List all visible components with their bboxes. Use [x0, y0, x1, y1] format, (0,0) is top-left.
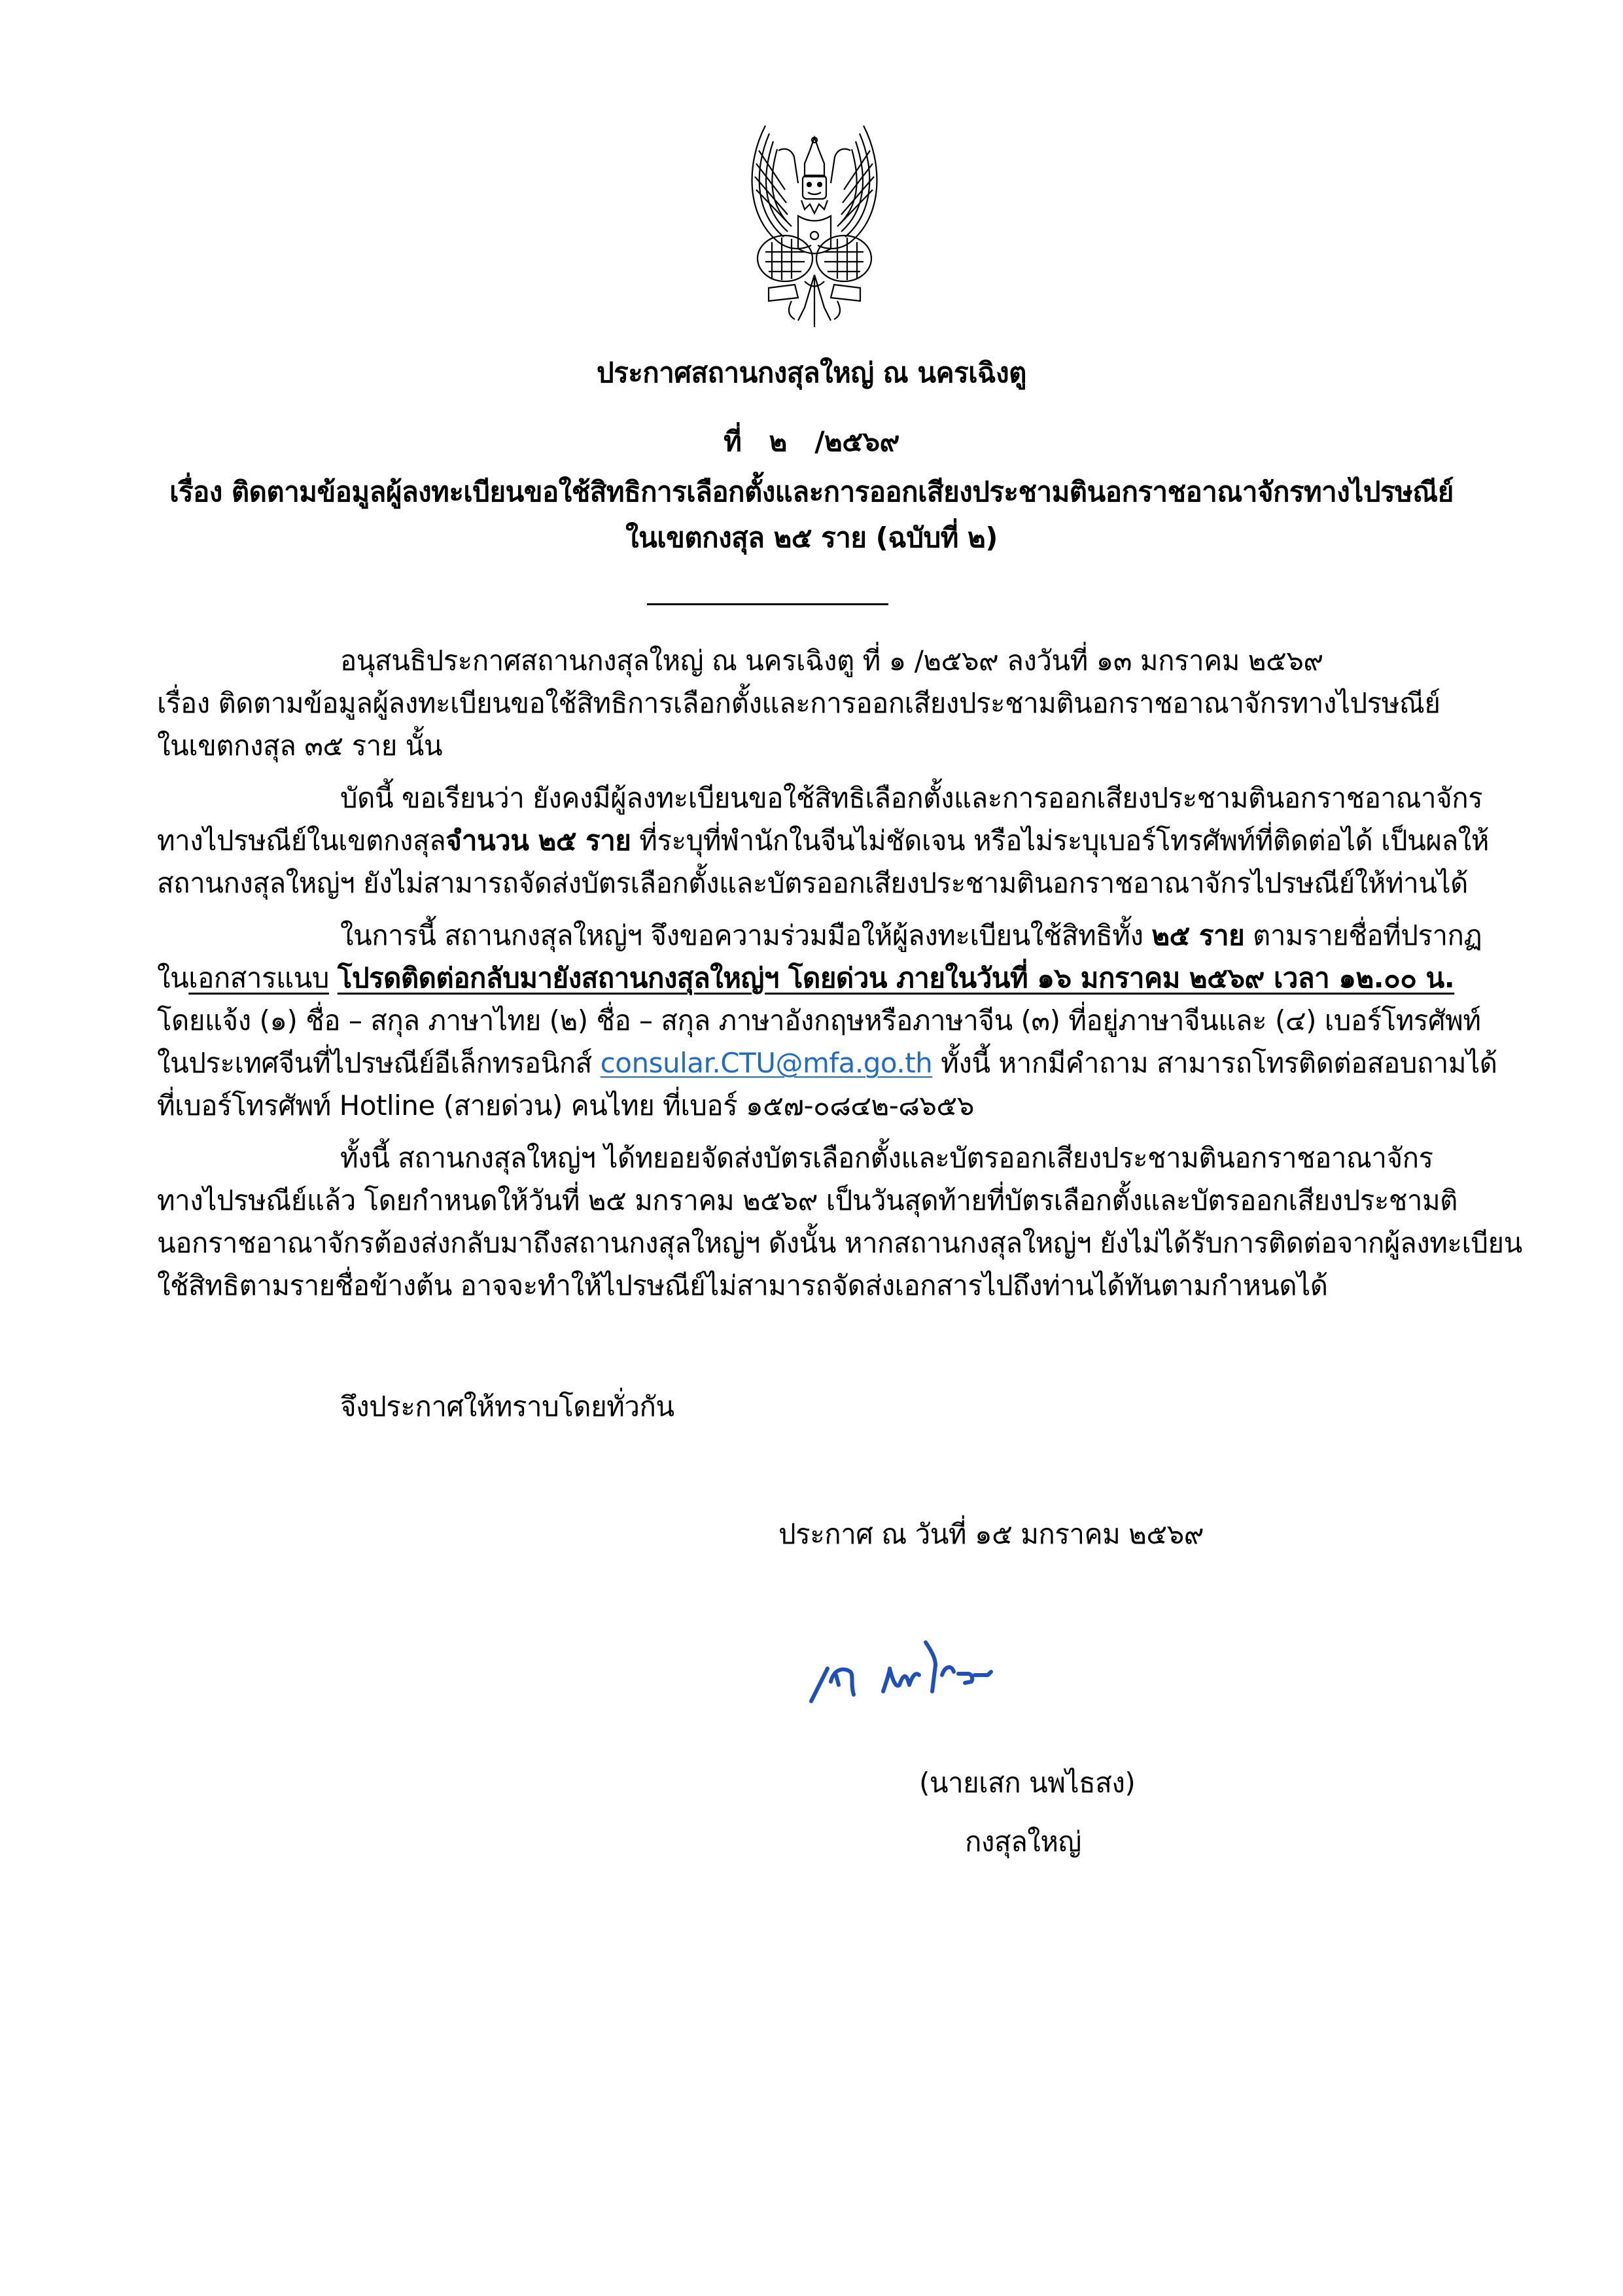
announcement-number	[0, 422, 1623, 461]
para2-line1: บัดนี้ ขอเรียนว่า ยังคงมีผู้ลงทะเบียนขอใช้สิทธิเลือกตั้งและการออกเสียงประชามตินอกราชอาณาจักร	[340, 782, 1483, 814]
signer-title: กงสุลใหญ่	[965, 1826, 1081, 1858]
para3-line4-text-b: ทั้งนี้ หากมีคำถาม สามารถโทรติดต่อสอบถามได้	[932, 1047, 1497, 1079]
subject-line-1: เรื่อง ติดตามข้อมูลผู้ลงทะเบียนขอใช้สิทธิการเลือกตั้งและการออกเสียงประชามตินอกราชอาณาจักรทางไปรษณีย์	[169, 476, 1454, 508]
attachment-underlined: เอกสารแนบ	[188, 962, 329, 994]
spacer	[329, 962, 338, 994]
para2-line3: สถานกงสุลใหญ่ฯ ยังไม่สามารถจัดส่งบัตรเลือกตั้งและบัตรออกเสียงประชามตินอกราชอาณาจักรไปรษณีย์ให้ท่านได้	[157, 867, 1468, 899]
announcement-title: ประกาศสถานกงสุลใหญ่ ณ นครเฉิงตู	[597, 357, 1026, 389]
para2-line2-text-a: ทางไปรษณีย์ในเขตกงสุล	[157, 824, 446, 857]
number-year: /๒๕๖๙	[814, 425, 899, 457]
para3-line1-text-a: ในการนี้ สถานกงสุลใหญ่ฯ จึงขอความร่วมมือให้ผู้ลงทะเบียนใช้สิทธิทั้ง	[340, 919, 1152, 951]
para3-line4-text-a: ในประเทศจีนที่ไปรษณีย์อีเล็กทรอนิกส์	[157, 1047, 601, 1079]
para1-line3: ในเขตกงสุล ๓๕ ราย นั้น	[157, 730, 443, 762]
para4-line4: ใช้สิทธิตามรายชื่อข้างต้น อาจจะทำให้ไปรษณีย์ไม่สามารถจัดส่งเอกสารไปถึงท่านได้ทันตามกำหนดได้	[157, 1269, 1328, 1301]
para1-line1: อนุสนธิประกาศสถานกงสุลใหญ่ ณ นครเฉิงตู ที่ ๑ /๒๕๖๙ ลงวันที่ ๑๓ มกราคม ๒๕๖๙	[340, 645, 1323, 677]
email-link[interactable]: consular.CTU@mfa.go.th	[600, 1047, 933, 1079]
closing-statement: จึงประกาศให้ทราบโดยทั่วกัน	[340, 1390, 674, 1422]
header-divider	[647, 603, 888, 605]
para2-line2-text-b: ที่ระบุที่พำนักในจีนไม่ชัดเจน หรือไม่ระบุเบอร์โทรศัพท์ที่ติดต่อได้ เป็นผลให้	[631, 824, 1489, 857]
number-prefix: ที่	[724, 425, 742, 457]
number-value: ๒	[769, 425, 787, 457]
subject-line-2: ในเขตกงสุล ๒๕ ราย (ฉบับที่ ๒)	[625, 521, 998, 554]
para3-line1	[340, 916, 1482, 955]
para2-count-bold: จำนวน ๒๕ ราย	[445, 824, 631, 857]
para4-line3: นอกราชอาณาจักรต้องส่งกลับมาถึงสถานกงสุลใหญ่ฯ ดังนั้น หากสถานกงสุลใหญ่ฯ ยังไม่ได้รับการติดต่อจากผู้ลงทะเบียน	[157, 1227, 1522, 1259]
announcement-date: ประกาศ ณ วันที่ ๑๕ มกราคม ๒๕๖๙	[778, 1518, 1204, 1550]
para3-line3: โดยแจ้ง (๑) ชื่อ – สกุล ภาษาไทย (๒) ชื่อ – สกุล ภาษาอังกฤษหรือภาษาจีน (๓) ที่อยู่ภาษาจีนและ (๔) เบอร์โทรศัพท์	[157, 1004, 1481, 1036]
handwritten-signature-icon	[792, 1623, 1001, 1721]
garuda-emblem-icon	[707, 111, 922, 337]
para4-line2: ทางไปรษณีย์แล้ว โดยกำหนดให้วันที่ ๒๕ มกราคม ๒๕๖๙ เป็นวันสุดท้ายที่บัตรเลือกตั้งและบัตรออกเสียงประชามติ	[157, 1184, 1457, 1216]
para1-line2: เรื่อง ติดตามข้อมูลผู้ลงทะเบียนขอใช้สิทธิการเลือกตั้งและการออกเสียงประชามตินอกราชอาณาจักรทางไปรษณีย์	[157, 687, 1440, 719]
urgent-contact-deadline: โปรดติดต่อกลับมายังสถานกงสุลใหญ่ฯ โดยด่วน ภายในวันที่ ๑๖ มกราคม ๒๕๖๙ เวลา ๑๒.๐๐ น.	[337, 962, 1455, 994]
para4-line1: ทั้งนี้ สถานกงสุลใหญ่ฯ ได้ทยอยจัดส่งบัตรเลือกตั้งและบัตรออกเสียงประชามตินอกราชอาณาจักร	[340, 1142, 1433, 1174]
signer-name: (นายเสก นพไธสง)	[919, 1767, 1136, 1799]
para2-line2	[157, 821, 1489, 860]
para3-line1-text-b: ตามรายชื่อที่ปรากฏ	[1244, 919, 1482, 951]
para3-line2	[157, 959, 1454, 998]
para3-count-bold: ๒๕ ราย	[1151, 919, 1245, 951]
para3-line4	[157, 1044, 1497, 1083]
para3-line2-text-a: ใน	[157, 962, 189, 994]
para3-line5-hotline: ที่เบอร์โทรศัพท์ Hotline (สายด่วน) คนไทย ที่เบอร์ ๑๕๗-๐๘๔๒-๘๖๕๖	[157, 1089, 974, 1122]
